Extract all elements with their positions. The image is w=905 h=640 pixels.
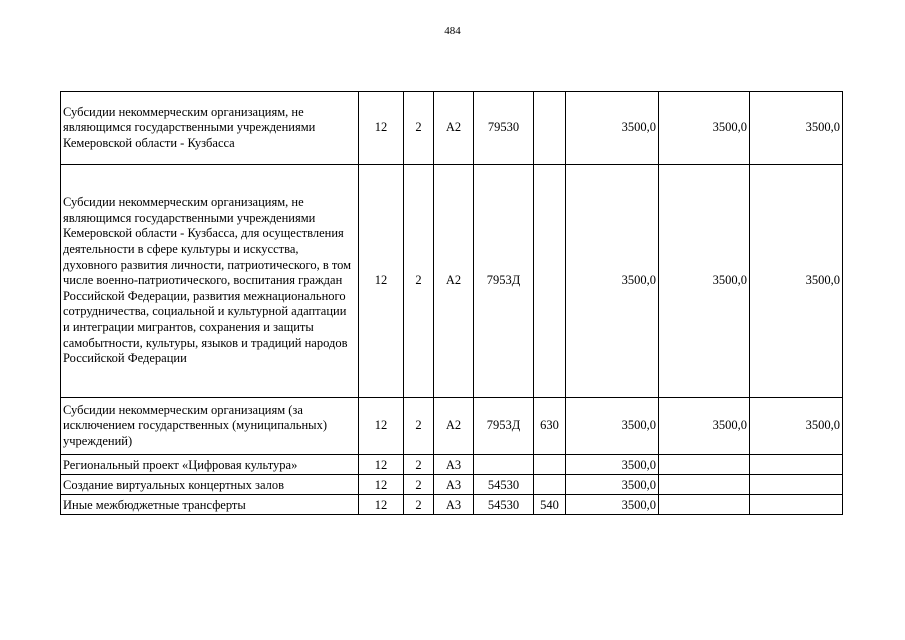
row-year2: 3500,0 <box>659 92 750 165</box>
row-subsection: 2 <box>404 475 434 495</box>
row-year1: 3500,0 <box>566 165 659 398</box>
row-program: А2 <box>434 92 474 165</box>
row-subsection: 2 <box>404 495 434 515</box>
row-name: Иные межбюджетные трансферты <box>61 495 359 515</box>
row-section: 12 <box>359 398 404 455</box>
row-year3 <box>750 495 843 515</box>
row-subsection: 2 <box>404 165 434 398</box>
row-expense-type <box>534 165 566 398</box>
row-program: А3 <box>434 475 474 495</box>
table-row <box>61 475 843 495</box>
row-name: Субсидии некоммерческим организациям, не являющимся государственными учреждениями Кемеровской области - Кузбасса <box>61 92 359 165</box>
row-name: Субсидии некоммерческим организациям, не являющимся государственными учреждениями Кемеровской области - Кузбасса, для осуществления деятельности в сфере культуры и искусства, духовного развития личности, патриотического, в том числе военно-патриотического, воспитания граждан Российской Федерации, развития межнационального сотрудничества, социальной и культурной адаптации и интеграции мигрантов, сохранения и защиты самобытности, культуры, языков и традиций народов Российской Федерации <box>61 165 359 398</box>
row-section: 12 <box>359 475 404 495</box>
row-direction: 7953Д <box>474 165 534 398</box>
table-row <box>61 165 843 398</box>
row-expense-type <box>534 475 566 495</box>
budget-table <box>60 91 843 515</box>
row-section: 12 <box>359 165 404 398</box>
table-row <box>61 92 843 165</box>
row-program: А2 <box>434 165 474 398</box>
row-name: Региональный проект «Цифровая культура» <box>61 455 359 475</box>
table-row <box>61 455 843 475</box>
row-year1: 3500,0 <box>566 455 659 475</box>
row-subsection: 2 <box>404 398 434 455</box>
row-subsection: 2 <box>404 92 434 165</box>
row-direction: 54530 <box>474 475 534 495</box>
row-expense-type: 540 <box>534 495 566 515</box>
row-year3 <box>750 455 843 475</box>
row-year2: 3500,0 <box>659 398 750 455</box>
row-program: А2 <box>434 398 474 455</box>
row-year2 <box>659 475 750 495</box>
row-subsection: 2 <box>404 455 434 475</box>
row-direction: 79530 <box>474 92 534 165</box>
page-number: 484 <box>444 25 461 37</box>
row-year2: 3500,0 <box>659 165 750 398</box>
row-program: А3 <box>434 495 474 515</box>
row-year1: 3500,0 <box>566 475 659 495</box>
row-direction: 54530 <box>474 495 534 515</box>
table-row <box>61 495 843 515</box>
row-year2 <box>659 455 750 475</box>
row-year1: 3500,0 <box>566 398 659 455</box>
row-year2 <box>659 495 750 515</box>
row-year1: 3500,0 <box>566 495 659 515</box>
row-section: 12 <box>359 455 404 475</box>
row-name: Создание виртуальных концертных залов <box>61 475 359 495</box>
row-expense-type <box>534 92 566 165</box>
row-direction <box>474 455 534 475</box>
table-row <box>61 398 843 455</box>
row-year3: 3500,0 <box>750 165 843 398</box>
row-section: 12 <box>359 92 404 165</box>
row-year3: 3500,0 <box>750 398 843 455</box>
row-section: 12 <box>359 495 404 515</box>
row-year3 <box>750 475 843 495</box>
row-name: Субсидии некоммерческим организациям (за исключением государственных (муниципальных) учреждений) <box>61 398 359 455</box>
row-direction: 7953Д <box>474 398 534 455</box>
row-year3: 3500,0 <box>750 92 843 165</box>
row-program: А3 <box>434 455 474 475</box>
row-expense-type <box>534 455 566 475</box>
row-expense-type: 630 <box>534 398 566 455</box>
row-year1: 3500,0 <box>566 92 659 165</box>
